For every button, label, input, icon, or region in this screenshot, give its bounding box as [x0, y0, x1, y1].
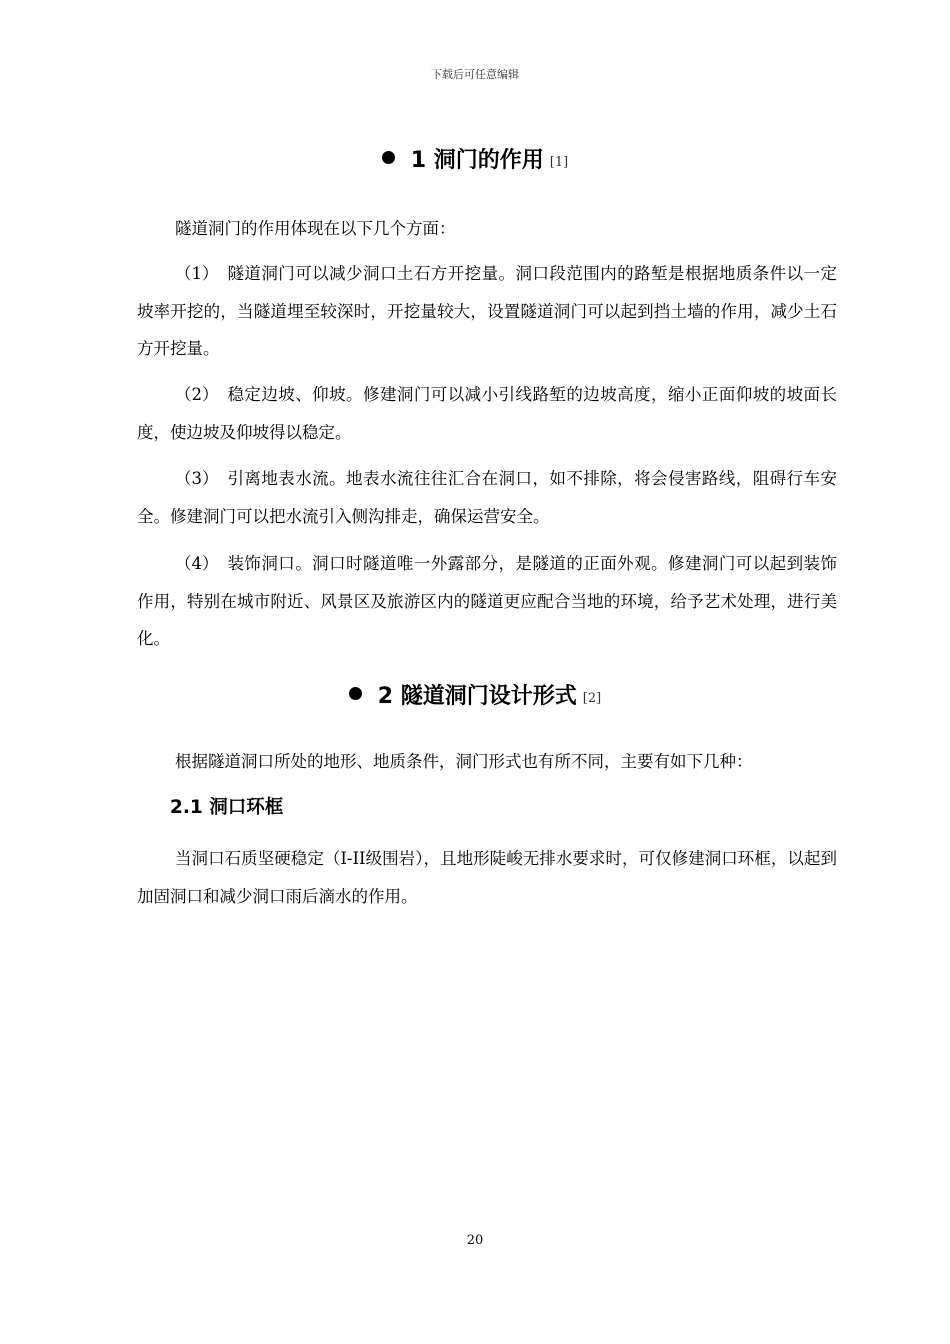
- page-number: 20: [466, 1233, 484, 1248]
- subsection-2-1-title: 2.1 洞口环框: [170, 797, 284, 818]
- section-2-title: 2 隧道洞门设计形式: [377, 684, 577, 709]
- section-2-heading: [0, 682, 950, 714]
- list-item-3: [137, 460, 837, 535]
- bullet-icon: [349, 687, 362, 700]
- list-item-2: [137, 376, 837, 451]
- list-item-1-number: （1）: [175, 264, 219, 283]
- subsection-2-1-text: 当洞口石质坚硬稳定（I-II级围岩），且地形陡峻无排水要求时，可仅修建洞口环框，以起到加固洞口和减少洞口雨后滴水的作用。: [137, 849, 837, 906]
- section-2-intro: 根据隧道洞口所处的地形、地质条件，洞门形式也有所不同，主要有如下几种：: [175, 752, 753, 771]
- list-item-2-text: 稳定边坡、仰坡。修建洞门可以减小引线路堑的边坡高度，缩小正面仰坡的坡面长度，使边坡及仰坡得以稳定。: [137, 385, 837, 442]
- list-item-1: [137, 255, 837, 368]
- section-1-citation: [1]: [549, 155, 569, 170]
- section-1-intro: 隧道洞门的作用体现在以下几个方面：: [175, 219, 456, 238]
- list-item-3-number: （3）: [175, 469, 219, 488]
- section-1-title: 1 洞门的作用: [410, 148, 544, 173]
- list-item-4-number: （4）: [175, 554, 219, 573]
- section-2-citation: [2]: [582, 691, 602, 706]
- section-1-heading: [0, 146, 950, 178]
- header-note: 下载后可任意编辑: [431, 68, 519, 81]
- list-item-1-text: 隧道洞门可以减少洞口土石方开挖量。洞口段范围内的路堑是根据地质条件以一定坡率开挖的，当隧道埋至较深时，开挖量较大，设置隧道洞门可以起到挡土墙的作用，减少土石方开挖量。: [137, 264, 837, 358]
- bullet-icon: [382, 151, 395, 164]
- list-item-3-text: 引离地表水流。地表水流往往汇合在洞口，如不排除，将会侵害路线，阻碍行车安全。修建洞门可以把水流引入侧沟排走，确保运营安全。: [137, 469, 837, 526]
- list-item-2-number: （2）: [175, 385, 219, 404]
- list-item-4: [137, 545, 837, 658]
- list-item-4-text: 装饰洞口。洞口时隧道唯一外露部分，是隧道的正面外观。修建洞门可以起到装饰作用，特别在城市附近、风景区及旅游区内的隧道更应配合当地的环境，给予艺术处理，进行美化。: [137, 554, 837, 648]
